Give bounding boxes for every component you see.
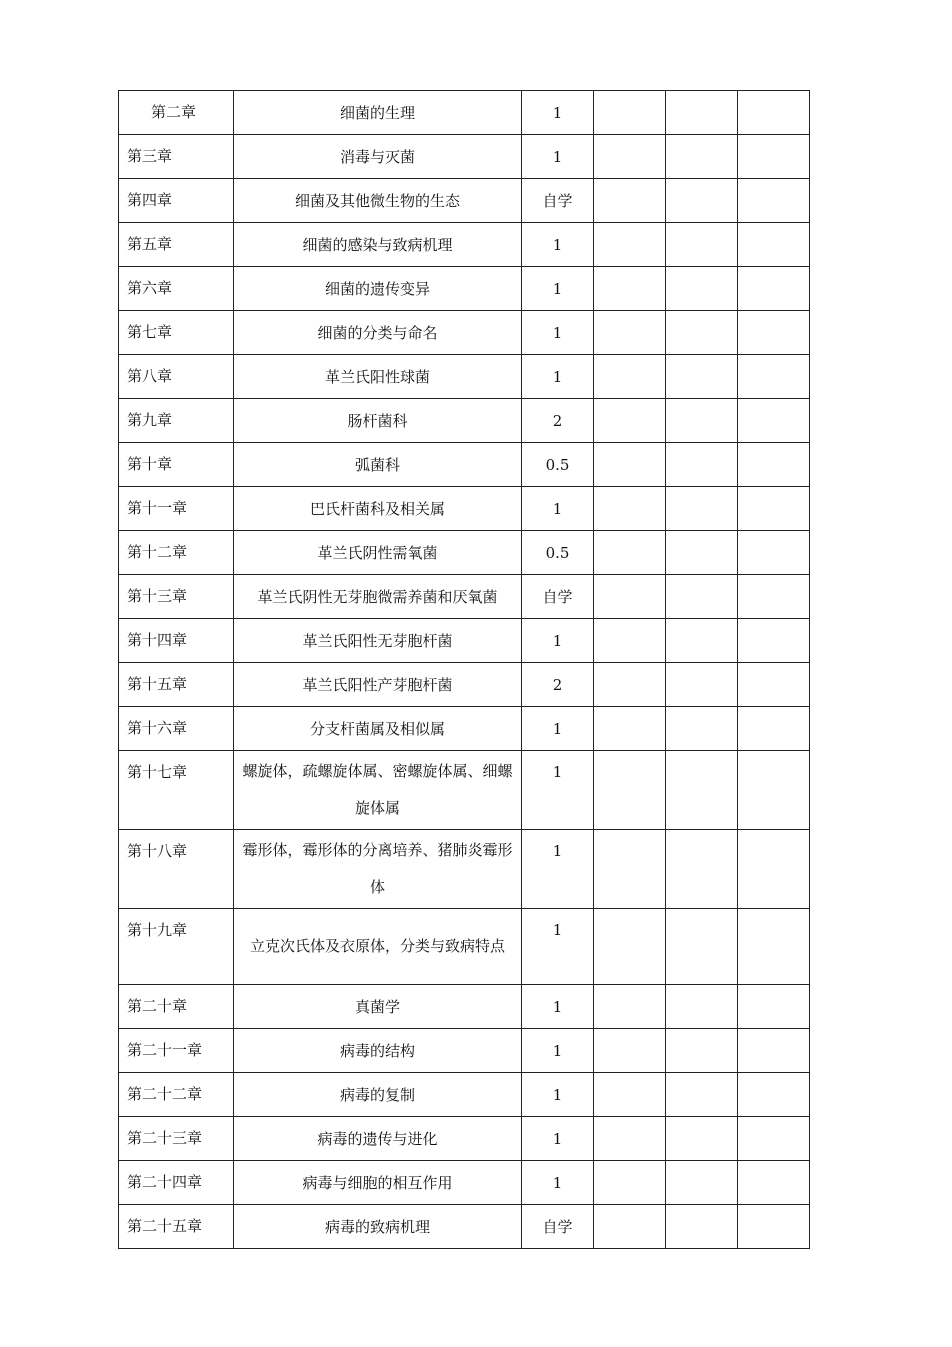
table-row: [119, 1073, 810, 1117]
chapter-cell: 第二十五章: [119, 1205, 234, 1249]
chapter-title-cell: 肠杆菌科: [234, 399, 522, 443]
empty-cell: [666, 135, 738, 179]
table-row: [119, 223, 810, 267]
empty-cell: [738, 1073, 810, 1117]
table-row: [119, 531, 810, 575]
chapter-title-cell: 分支杆菌属及相似属: [234, 707, 522, 751]
chapter-title-cell: 消毒与灭菌: [234, 135, 522, 179]
empty-cell: [738, 223, 810, 267]
empty-cell: [738, 91, 810, 135]
table-row: [119, 91, 810, 135]
empty-cell: [738, 443, 810, 487]
table-row: [119, 443, 810, 487]
hours-cell: 1: [522, 1073, 594, 1117]
chapter-title-cell: 巴氏杆菌科及相关属: [234, 487, 522, 531]
empty-cell: [594, 311, 666, 355]
empty-cell: [594, 1161, 666, 1205]
hours-cell: 2: [522, 399, 594, 443]
chapter-title-cell: 霉形体，霉形体的分离培养、猪肺炎霉形体: [234, 830, 522, 909]
empty-cell: [594, 619, 666, 663]
table-body: [119, 91, 810, 1249]
chapter-title-cell: 革兰氏阳性无芽胞杆菌: [234, 619, 522, 663]
chapter-title-cell: 病毒的遗传与进化: [234, 1117, 522, 1161]
chapter-cell: 第二十四章: [119, 1161, 234, 1205]
empty-cell: [666, 985, 738, 1029]
empty-cell: [594, 179, 666, 223]
chapter-title-cell: 细菌的分类与命名: [234, 311, 522, 355]
empty-cell: [738, 531, 810, 575]
empty-cell: [666, 909, 738, 985]
chapter-title-cell: 螺旋体，疏螺旋体属、密螺旋体属、细螺旋体属: [234, 751, 522, 830]
empty-cell: [666, 179, 738, 223]
empty-cell: [594, 909, 666, 985]
hours-cell: 1: [522, 985, 594, 1029]
chapter-title-cell: 细菌的遗传变异: [234, 267, 522, 311]
chapter-cell: 第九章: [119, 399, 234, 443]
hours-cell: 1: [522, 311, 594, 355]
empty-cell: [738, 1161, 810, 1205]
table-row: [119, 663, 810, 707]
chapter-hours-table: [118, 90, 810, 1249]
table-row: [119, 619, 810, 663]
empty-cell: [666, 830, 738, 909]
hours-cell: 1: [522, 830, 594, 909]
table-row: [119, 355, 810, 399]
chapter-cell: 第十五章: [119, 663, 234, 707]
empty-cell: [666, 443, 738, 487]
empty-cell: [594, 223, 666, 267]
chapter-cell: 第五章: [119, 223, 234, 267]
table-row: [119, 1205, 810, 1249]
empty-cell: [738, 707, 810, 751]
empty-cell: [738, 1117, 810, 1161]
empty-cell: [738, 751, 810, 830]
chapter-title-cell: 真菌学: [234, 985, 522, 1029]
chapter-cell: 第三章: [119, 135, 234, 179]
empty-cell: [666, 1161, 738, 1205]
empty-cell: [666, 311, 738, 355]
empty-cell: [594, 531, 666, 575]
hours-cell: 1: [522, 223, 594, 267]
empty-cell: [666, 663, 738, 707]
empty-cell: [594, 575, 666, 619]
chapter-title-cell: 病毒的复制: [234, 1073, 522, 1117]
chapter-title-cell: 细菌的生理: [234, 91, 522, 135]
chapter-title-cell: 细菌的感染与致病机理: [234, 223, 522, 267]
chapter-cell: 第十七章: [119, 751, 234, 830]
chapter-title-cell: 革兰氏阳性球菌: [234, 355, 522, 399]
empty-cell: [594, 1029, 666, 1073]
empty-cell: [738, 399, 810, 443]
empty-cell: [738, 267, 810, 311]
empty-cell: [666, 487, 738, 531]
chapter-cell: 第十六章: [119, 707, 234, 751]
hours-cell: 1: [522, 1029, 594, 1073]
hours-cell: 0.5: [522, 531, 594, 575]
table-row: [119, 399, 810, 443]
table-row: [119, 179, 810, 223]
table-row: [119, 751, 810, 830]
empty-cell: [594, 1205, 666, 1249]
chapter-title-cell: 病毒的致病机理: [234, 1205, 522, 1249]
table-row: [119, 311, 810, 355]
table-row: [119, 135, 810, 179]
chapter-cell: 第七章: [119, 311, 234, 355]
empty-cell: [666, 267, 738, 311]
table-row: [119, 707, 810, 751]
chapter-cell: 第十三章: [119, 575, 234, 619]
empty-cell: [666, 1029, 738, 1073]
table-row: [119, 909, 810, 985]
hours-cell: 1: [522, 267, 594, 311]
hours-cell: 1: [522, 487, 594, 531]
chapter-cell: 第二十三章: [119, 1117, 234, 1161]
hours-cell: 0.5: [522, 443, 594, 487]
hours-cell: 1: [522, 135, 594, 179]
empty-cell: [666, 531, 738, 575]
chapter-cell: 第十九章: [119, 909, 234, 985]
table-row: [119, 1029, 810, 1073]
chapter-title-cell: 病毒的结构: [234, 1029, 522, 1073]
empty-cell: [738, 355, 810, 399]
empty-cell: [666, 619, 738, 663]
table-row: [119, 1161, 810, 1205]
empty-cell: [738, 663, 810, 707]
empty-cell: [594, 1117, 666, 1161]
chapter-title-cell: 革兰氏阳性产芽胞杆菌: [234, 663, 522, 707]
empty-cell: [594, 355, 666, 399]
chapter-cell: 第四章: [119, 179, 234, 223]
hours-cell: 自学: [522, 575, 594, 619]
empty-cell: [666, 1117, 738, 1161]
chapter-cell: 第十一章: [119, 487, 234, 531]
empty-cell: [666, 1205, 738, 1249]
empty-cell: [594, 707, 666, 751]
empty-cell: [594, 443, 666, 487]
hours-cell: 自学: [522, 1205, 594, 1249]
empty-cell: [594, 399, 666, 443]
empty-cell: [666, 355, 738, 399]
hours-cell: 1: [522, 619, 594, 663]
chapter-cell: 第六章: [119, 267, 234, 311]
empty-cell: [666, 1073, 738, 1117]
chapter-cell: 第二十一章: [119, 1029, 234, 1073]
empty-cell: [738, 1205, 810, 1249]
hours-cell: 1: [522, 1161, 594, 1205]
table-row: [119, 830, 810, 909]
empty-cell: [666, 399, 738, 443]
chapter-title-cell: 细菌及其他微生物的生态: [234, 179, 522, 223]
empty-cell: [594, 985, 666, 1029]
empty-cell: [594, 1073, 666, 1117]
empty-cell: [594, 663, 666, 707]
empty-cell: [738, 619, 810, 663]
chapter-title-cell: 弧菌科: [234, 443, 522, 487]
hours-cell: 自学: [522, 179, 594, 223]
empty-cell: [738, 1029, 810, 1073]
hours-cell: 2: [522, 663, 594, 707]
empty-cell: [594, 830, 666, 909]
empty-cell: [666, 751, 738, 830]
hours-cell: 1: [522, 707, 594, 751]
table-row: [119, 575, 810, 619]
empty-cell: [666, 707, 738, 751]
chapter-cell: 第十四章: [119, 619, 234, 663]
empty-cell: [738, 985, 810, 1029]
hours-cell: 1: [522, 1117, 594, 1161]
empty-cell: [666, 91, 738, 135]
table-row: [119, 1117, 810, 1161]
chapter-cell: 第十八章: [119, 830, 234, 909]
empty-cell: [594, 91, 666, 135]
table-row: [119, 985, 810, 1029]
table-row: [119, 487, 810, 531]
empty-cell: [738, 135, 810, 179]
empty-cell: [666, 223, 738, 267]
empty-cell: [738, 311, 810, 355]
chapter-title-cell: 革兰氏阴性需氧菌: [234, 531, 522, 575]
chapter-title-cell: 立克次氏体及衣原体，分类与致病特点: [234, 909, 522, 985]
hours-cell: 1: [522, 91, 594, 135]
chapter-cell: 第二十二章: [119, 1073, 234, 1117]
empty-cell: [594, 487, 666, 531]
chapter-cell: 第八章: [119, 355, 234, 399]
chapter-cell: 第十二章: [119, 531, 234, 575]
table-row: [119, 267, 810, 311]
chapter-cell: 第二十章: [119, 985, 234, 1029]
empty-cell: [666, 575, 738, 619]
hours-cell: 1: [522, 355, 594, 399]
empty-cell: [738, 487, 810, 531]
hours-cell: 1: [522, 909, 594, 985]
empty-cell: [738, 909, 810, 985]
chapter-title-cell: 病毒与细胞的相互作用: [234, 1161, 522, 1205]
chapter-cell: 第二章: [119, 91, 234, 135]
chapter-title-cell: 革兰氏阴性无芽胞微需养菌和厌氧菌: [234, 575, 522, 619]
empty-cell: [594, 751, 666, 830]
hours-cell: 1: [522, 751, 594, 830]
chapter-cell: 第十章: [119, 443, 234, 487]
empty-cell: [738, 179, 810, 223]
empty-cell: [738, 575, 810, 619]
empty-cell: [738, 830, 810, 909]
empty-cell: [594, 267, 666, 311]
empty-cell: [594, 135, 666, 179]
